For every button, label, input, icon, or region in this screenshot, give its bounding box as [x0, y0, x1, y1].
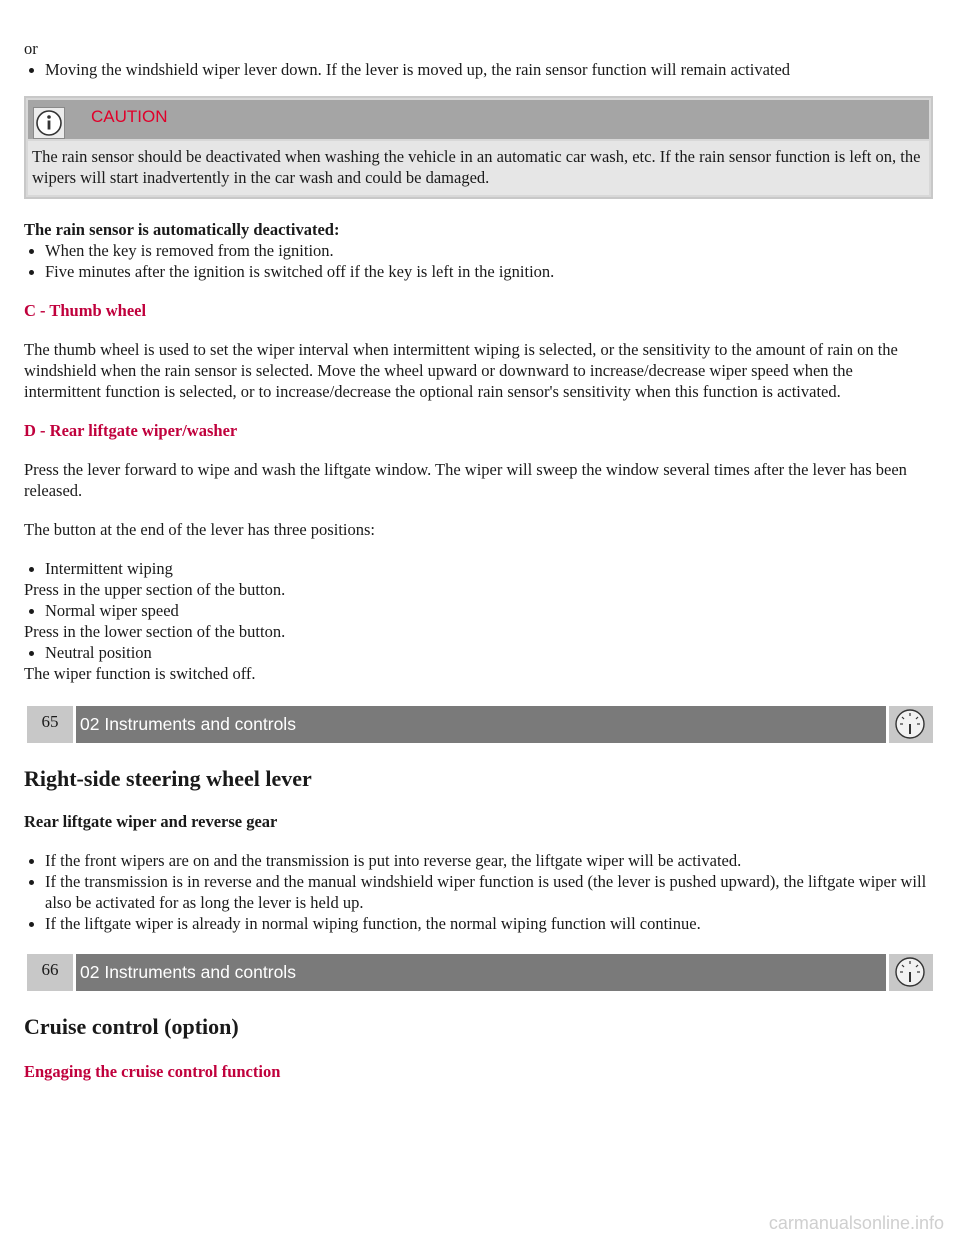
- position-desc: The wiper function is switched off.: [24, 664, 256, 683]
- rear-wiper-body: Press the lever forward to wipe and wash the liftgate window. The wiper will sweep the window several times after the lever has been released.: [24, 460, 907, 500]
- or-text: or: [24, 39, 38, 58]
- auto-deactivated-heading: The rain sensor is automatically deactivated:: [24, 220, 340, 239]
- thumb-wheel-body: The thumb wheel is used to set the wiper interval when intermittent wiping is selected, or the sensitivity to the amount of rain on the windshield when the rain sensor is selected. Move the wheel upward or downward to increase/decrease wiper speed when the intermittent function is selected, or to increase/decrease the optional rain sensor's sensitivity when this function is activated.: [24, 340, 898, 401]
- list-item: Five minutes after the ignition is switched off if the key is left in the ignition.: [24, 261, 933, 282]
- thumb-wheel-heading: C - Thumb wheel: [24, 301, 147, 320]
- positions-list: [24, 558, 933, 684]
- gauge-icon-frame: [889, 706, 933, 743]
- gauge-icon-frame: [889, 954, 933, 991]
- caution-text: The rain sensor should be deactivated when washing the vehicle in an automatic car wash, etc. If the rain sensor function is left on, the wipers will start inadvertently in the car wash and could be damaged.: [28, 141, 929, 195]
- section-title: 02 Instruments and controls: [76, 954, 886, 991]
- page-header-66: [27, 954, 933, 991]
- gauge-icon: [894, 956, 926, 988]
- info-icon: [33, 107, 65, 139]
- right-lever-title: Right-side steering wheel lever: [24, 766, 312, 791]
- list-item: Intermittent wiping: [24, 558, 933, 579]
- list-item: When the key is removed from the ignition.: [24, 240, 933, 261]
- list-item: Neutral position: [24, 642, 933, 663]
- list-item: If the front wipers are on and the transmission is put into reverse gear, the liftgate wiper will be activated.: [24, 850, 933, 871]
- section-title: 02 Instruments and controls: [76, 706, 886, 743]
- list-item: If the transmission is in reverse and the manual windshield wiper function is used (the lever is pushed upward), the liftgate wiper will also be activated for as long the lever is held up.: [24, 871, 933, 913]
- caution-box: [24, 96, 933, 199]
- rear-wiper-positions-intro: The button at the end of the lever has three positions:: [24, 520, 375, 539]
- position-desc: Press in the upper section of the button.: [24, 580, 286, 599]
- gauge-icon: [894, 708, 926, 740]
- list-item: Moving the windshield wiper lever down. If the lever is moved up, the rain sensor function will remain activated: [24, 59, 933, 80]
- auto-deactivated-list: [24, 240, 933, 282]
- caution-header: [28, 100, 929, 139]
- right-lever-subheading: Rear liftgate wiper and reverse gear: [24, 812, 278, 831]
- page-header-65: [27, 706, 933, 743]
- cruise-subheading: Engaging the cruise control function: [24, 1062, 281, 1081]
- watermark: carmanualsonline.info: [768, 1213, 944, 1233]
- list-item: If the liftgate wiper is already in normal wiping function, the normal wiping function will continue.: [24, 913, 933, 934]
- rear-wiper-heading: D - Rear liftgate wiper/washer: [24, 421, 238, 440]
- caution-title: CAUTION: [91, 107, 168, 126]
- cruise-title: Cruise control (option): [24, 1014, 239, 1039]
- list-item: Normal wiper speed: [24, 600, 933, 621]
- page-number: 65: [27, 706, 73, 743]
- page-number: 66: [27, 954, 73, 991]
- intro-list: [24, 59, 933, 80]
- right-lever-list: [24, 850, 933, 934]
- position-desc: Press in the lower section of the button.: [24, 622, 286, 641]
